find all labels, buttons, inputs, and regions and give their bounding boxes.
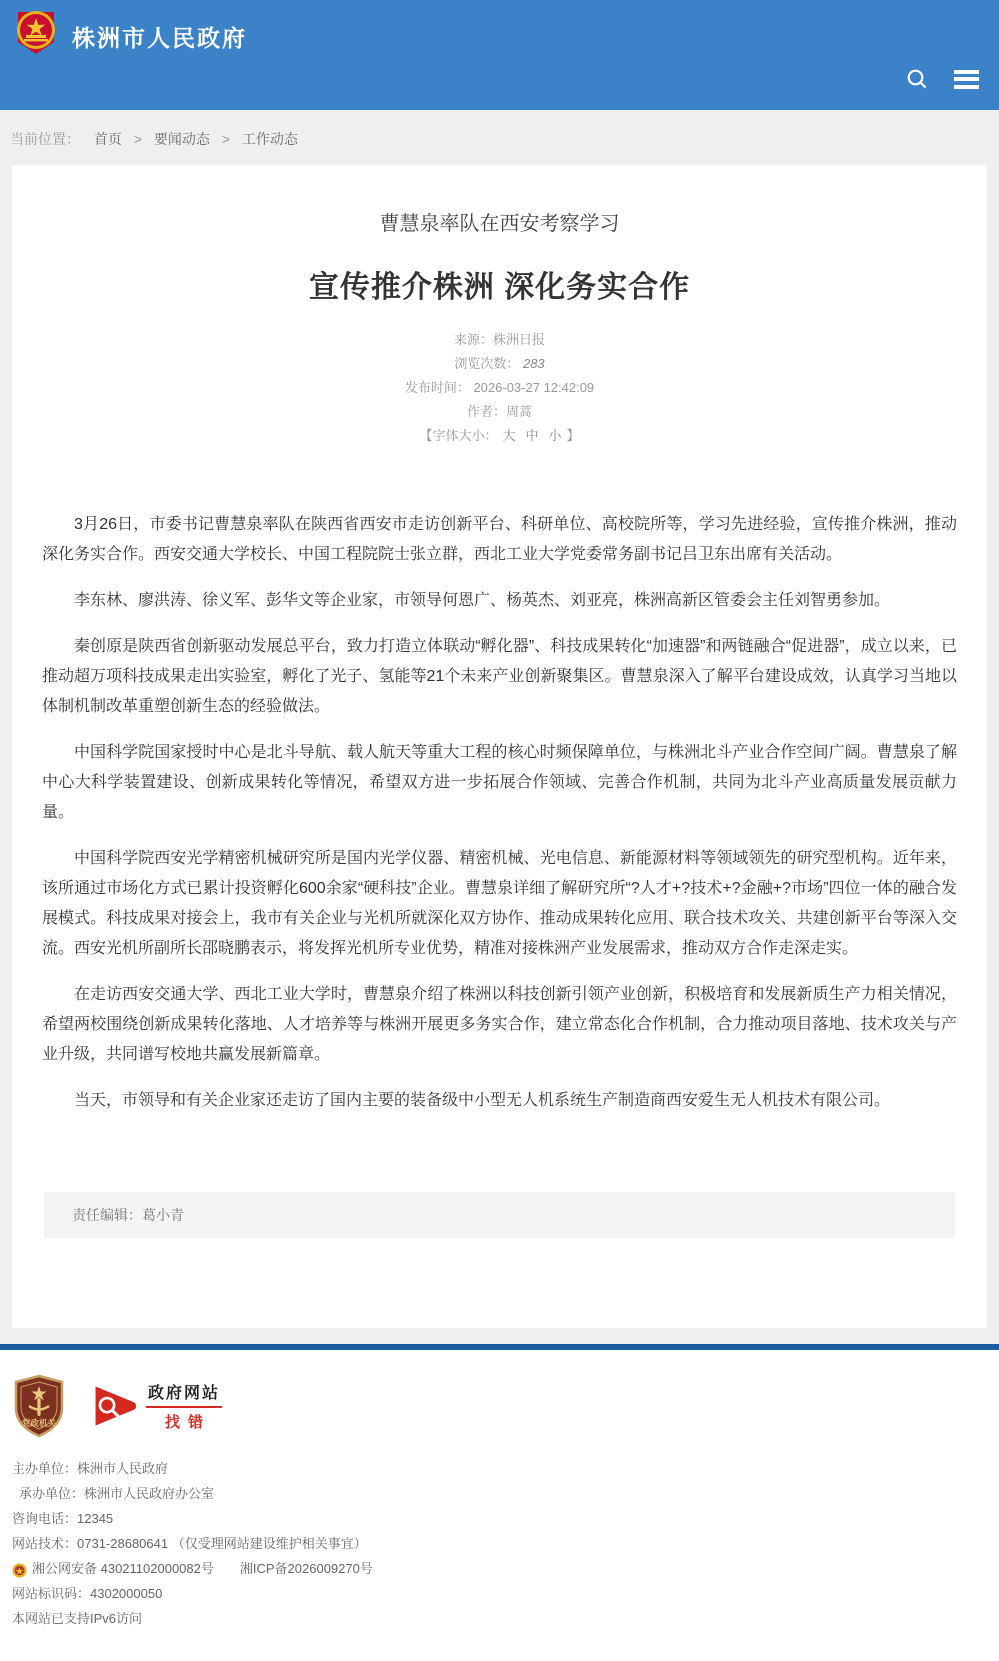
article-meta (30, 328, 969, 448)
meta-views (30, 352, 969, 376)
national-emblem-logo (12, 8, 60, 56)
editor-label: 责任编辑： (72, 1207, 142, 1223)
svg-text:党政机关: 党政机关 (21, 1418, 57, 1428)
site-error-icon (92, 1383, 138, 1429)
meta-views-value: 283 (522, 356, 545, 371)
site-error-text (146, 1380, 222, 1432)
security-record-link[interactable]: 湘公网安备 43021102000082号 (32, 1561, 214, 1576)
article-paragraph: 当天，市领导和有关企业家还走访了国内主要的装备级中小型无人机系统生产制造商西安爱生无人机技术有限公司。 (74, 1092, 891, 1109)
font-size-label: 【字体大小： (419, 428, 498, 443)
article-paragraph: 在走访西安交通大学、西北工业大学时，曹慧泉介绍了株洲以科技创新引领产业创新，积极培育和发展新质生产力相关情况，希望两校围绕创新成果转化落地、人才培养等与株洲开展更多务实合作，建立常态化合作机制，合力推动项目落地、技术攻关与产业升级，共同谱写校地共赢发展新篇章。 (42, 986, 957, 1063)
article-paragraph: 秦创原是陕西省创新驱动发展总平台，致力打造立体联动“孵化器”、科技成果转化“加速器”和两链融合“促进器”，成立以来，已推动超万项科技成果走出实验室，孵化了光子、氢能等21个未来产业创新聚集区。曹慧泉深入了解平台建设成效，认真学习当地以体制机制改革重塑创新生态的经验做法。 (42, 638, 957, 715)
meta-source-label: 来源： (453, 332, 493, 347)
font-size-control (30, 424, 969, 448)
article-card (12, 165, 987, 1328)
article-subtitle: 曹慧泉率队在西安考察学习 (379, 213, 620, 235)
footer-ipv6: 本网站已支持IPv6访问 (12, 1611, 143, 1626)
meta-author-label: 作者： (466, 404, 506, 419)
article-paragraph: 李东林、廖洪涛、徐义军、彭华文等企业家，市领导何恩广、杨英杰、刘亚亮，株洲高新区管委会主任刘智勇参加。 (74, 592, 891, 609)
breadcrumb-label: 当前位置： (10, 131, 80, 147)
site-footer (0, 1350, 999, 1661)
site-title: 株洲市人民政府 (72, 25, 247, 51)
search-icon[interactable] (906, 68, 928, 90)
meta-publish-value: 2026-03-27 12:42:09 (473, 380, 595, 395)
police-badge-icon (12, 1561, 27, 1576)
footer-records (12, 1556, 987, 1581)
meta-source-value: 株洲日报 (493, 332, 546, 347)
footer-badges (12, 1374, 987, 1438)
meta-publish-time (30, 376, 969, 400)
font-size-small-button[interactable]: 小 (548, 428, 562, 443)
article-paragraph: 3月26日，市委书记曹慧泉率队在陕西省西安市走访创新平台、科研单位、高校院所等，学习先进经验，宣传推介株洲，推动深化务实合作。西安交通大学校长、中国工程院院士张立群，西北工业大学党委常务副书记吕卫东出席有关活动。 (42, 516, 957, 563)
footer-site-code: 网站标识码：4302000050 (12, 1586, 163, 1601)
site-header (0, 0, 999, 110)
footer-phone: 咨询电话：12345 (12, 1511, 114, 1526)
article-paragraph: 中国科学院国家授时中心是北斗导航、载人航天等重大工程的核心时频保障单位，与株洲北斗产业合作空间广阔。曹慧泉了解中心大科学装置建设、创新成果转化等情况，希望双方进一步拓展合作领域、完善合作机制，共同为北斗产业高质量发展贡献力量。 (42, 744, 957, 821)
article-title: 宣传推介株洲 深化务实合作 (308, 271, 691, 304)
header-icons (906, 66, 979, 92)
footer-undertaker: 承办单位：株洲市人民政府办公室 (19, 1486, 215, 1501)
breadcrumb-work-link[interactable]: 工作动态 (241, 131, 298, 147)
site-error-line1: 政府网站 (146, 1380, 222, 1408)
site-error-line2: 找错 (165, 1414, 212, 1431)
editor-name: 葛小青 (142, 1207, 184, 1223)
meta-source (30, 328, 969, 352)
font-size-large-button[interactable]: 大 (502, 428, 516, 443)
footer-gap (0, 1328, 999, 1344)
party-gov-badge[interactable] (12, 1374, 66, 1438)
meta-publish-label: 发布时间： (404, 380, 470, 395)
meta-author (30, 400, 969, 424)
breadcrumb-news-link[interactable]: 要闻动态 (153, 131, 210, 147)
footer-tech: 网站技术：0731-28680641 （仅受理网站建设维护相关事宜） (12, 1536, 367, 1551)
meta-views-label: 浏览次数： (454, 356, 520, 371)
breadcrumb-separator: > (221, 131, 230, 147)
site-error-report-badge[interactable] (92, 1380, 222, 1432)
footer-organizer: 主办单位：株洲市人民政府 (12, 1461, 169, 1476)
editor-box (44, 1192, 955, 1238)
breadcrumb-home-link[interactable]: 首页 (93, 131, 122, 147)
breadcrumb-separator: > (133, 131, 142, 147)
article-paragraph: 中国科学院西安光学精密机械研究所是国内光学仪器、精密机械、光电信息、新能源材料等领域领先的研究型机构。近年来，该所通过市场化方式已累计投资孵化600余家“硬科技”企业。曹慧泉详细了解研究所“?人才+?技术+?金融+?市场”四位一体的融合发展模式。科技成果对接会上，我市有关企业与光机所就深化双方协作、推动成果转化应用、联合技术攻关、共建创新平台等深入交流。西安光机所副所长邵晓鹏表示，将发挥光机所专业优势，精准对接株洲产业发展需求，推动双方合作走深走实。 (42, 850, 957, 957)
breadcrumb (0, 110, 999, 165)
font-size-close-bracket: 】 (566, 428, 580, 443)
menu-icon[interactable] (954, 66, 979, 92)
font-size-medium-button[interactable]: 中 (525, 428, 539, 443)
icp-record-link[interactable]: 湘ICP备2026009270号 (239, 1561, 373, 1576)
article-body (30, 510, 969, 1116)
meta-author-value: 周蒿 (506, 404, 533, 419)
